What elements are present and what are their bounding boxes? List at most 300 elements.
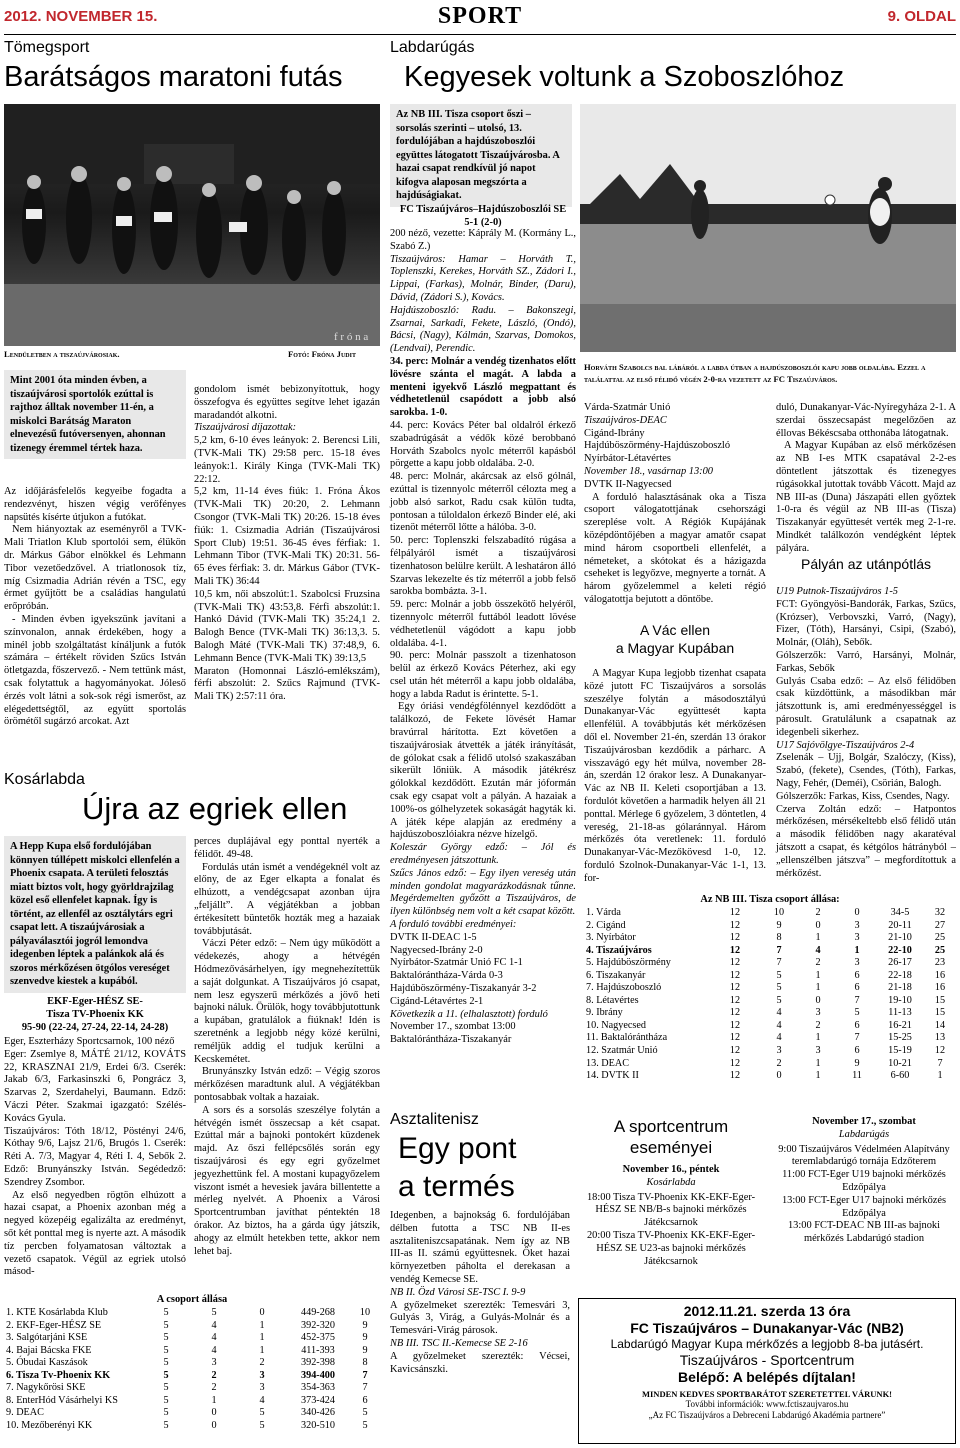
- table-row: [584, 970, 956, 983]
- paragraph: Koleszár György edző: – Jól és eredményesen játszottunk.: [390, 842, 576, 867]
- paragraph: Egy óriási vendégfölénnyel kezdődött a találkozó, de Fekete lövését Hamar bravúrral hárította. Ezt követően a tiszaújvárosiak átvették a játék irányítását, de gólokat csak a félidő utolsó szakaszában sikerült lőniük. A második játékrész gólokkal kezdődött. Ezután már jóformán csak egy csapat volt a pályán. A hazaiak a 100%-os gólhelyzetek sokaságát hagyták ki. A játék képe alapján az eredmény a hajdúszoboszlóiakra nézve hízelgő.: [390, 701, 576, 841]
- paragraph: 59. perc: Molnár a jobb összekötő helyéről, tizennyolc méterről futtából leadott lövése védhetetlenül vágódott a kapu jobb oldalába. 4-1.: [390, 599, 576, 649]
- nb3-table-title: Az NB III. Tisza csoport állása:: [700, 894, 840, 905]
- paragraph: Szűcs János edző: – Egy ilyen vereség után minden gondolat magyarázkodásnak tűnne. Megérdemelten győzött a Tiszaújváros, de ilyen különbség nem volt a két csapat között.: [390, 867, 576, 918]
- stat-cell: 394-400: [301, 1369, 335, 1381]
- paragraph: Gólszerzők: Varró, Harsányi, Molnár, Farkas, Sebők: [776, 649, 956, 674]
- basketball-table-title: A csoport állása: [156, 1294, 228, 1305]
- stat-cell: 9: [776, 919, 782, 931]
- paragraph: Eger, Eszterházy Sportcsarnok, 100 néző: [4, 1036, 175, 1047]
- basketball-match-title: [4, 996, 186, 1034]
- stat-cell: 12: [729, 907, 741, 918]
- stat-cell: 25: [934, 932, 946, 944]
- stat-cell: 3: [854, 957, 860, 969]
- stat-cell: 392-398: [301, 1357, 335, 1369]
- stat-cell: 1: [815, 982, 821, 994]
- stat-cell: 452-375: [301, 1332, 335, 1344]
- team-cell: 9. Ibrány: [586, 1007, 623, 1019]
- stat-cell: 10: [359, 1307, 371, 1318]
- stat-cell: 7: [776, 944, 782, 956]
- stat-cell: 2: [259, 1357, 265, 1369]
- table-row: [584, 945, 956, 958]
- table-row: [584, 1070, 956, 1083]
- promo-invite: MINDEN KEDVES SPORTBARÁTOT SZERETETTEL VÁRUNK!: [641, 1388, 893, 1399]
- event-category: Kosárlabda: [646, 1176, 696, 1188]
- fixture-line: Nyírbátor-Létavértes: [584, 453, 671, 465]
- stat-cell: 22-18: [888, 969, 912, 981]
- result-line: Nyírbátor-Szatmár Unió FC 1-1: [390, 957, 523, 969]
- event-item: 13:00 FCT-DEAC NB III-as bajnoki mérkőzés Labdarúgó stadion: [787, 1220, 940, 1245]
- team-cell: 8. Létavértes: [586, 994, 639, 1006]
- paragraph: 10,5 km, női abszolút:1. Szabolcsi Fruzsina (TVK-Mali TK) 43:53,8. Férfi abszolút:1. Hankó Dávid (TVK-Mali TK) 35:24,1 2. Balogh Bence (TVK-Mali TK) 36:13,3. 5. Balogh Máté (TVK-Mali TK) 37:48,9, 6. Lehmann Bence (TVK-Mali TK) 39:13,5: [194, 588, 380, 664]
- paragraph: duló, Dunakanyar-Vác-Nyíregyháza 2-1. A szerdai összecsapást megelőzően az éllovas Békéscsaba otthonába látogatnak.: [776, 402, 956, 439]
- stat-cell: 0: [211, 1419, 217, 1431]
- basketball-col2: [194, 836, 380, 1258]
- stat-cell: 5: [163, 1382, 169, 1394]
- stat-cell: 12: [729, 932, 741, 944]
- paragraph: Váczi Péter edző: – Nem úgy működött a védekezés, ahogy a hétvégén Hódmezővásárhelyen, így megnehezítettük a saját dolgunkat. A Tiszaújváros jó csapat, nem lesz egyszerű mérkőzés a jövő heti bajnoki náluk. Örülök, hogy továbbjutottunk a kupában, gratulálok a fiúknak! Idén is szeretnénk a legjobb négy közé kerülni, reméljük addig el tudjuk kerülni a Kecskemétet.: [194, 938, 380, 1065]
- paragraph: Hajdúszoboszló: Radu. – Bakonszegi, Zsarnai, Sarkadi, Fekete, László, (Ondó), Bácsi, (Nagy), Kálmán, Szarvas, Domokos, (Lendvai), Perendic.: [390, 304, 576, 355]
- team-cell: 5. Óbudai Kaszások: [6, 1357, 88, 1369]
- stat-cell: 9: [362, 1319, 368, 1331]
- result-line: Következik a 11. (elhalasztott) forduló: [390, 1008, 548, 1020]
- marathon-caption: Lendületben a tiszaújvárosiak.: [4, 349, 120, 359]
- paragraph: Czerva Zoltán edző: – Hatpontos mérkőzésen, mérsékeltebb első félidő után a második félidőben nagy akaratéval játszott a csapat, és kétgólos hátrányból – „ellenszélben játszva” – megfordítottuk a mérkőzést.: [776, 803, 956, 879]
- vac-subtitle: A Vác ellen a Magyar Kupában: [615, 622, 735, 656]
- football-action-image: [580, 104, 956, 352]
- team-cell: 2. Cigánd: [586, 919, 626, 931]
- event-day: November 17., szombat: [812, 1116, 916, 1127]
- stat-cell: 12: [729, 994, 741, 1006]
- tabletennis-headline: [398, 1130, 516, 1205]
- team-cell: 10. Mezőberényi KK: [6, 1419, 93, 1431]
- stat-cell: 3: [854, 932, 860, 944]
- promo-website: További információk: www.fctiszaujvaros.hu: [685, 1399, 849, 1410]
- paragraph: 44. perc: Kovács Péter bal oldalról érkező szabadrúgását a védők közé berobbanó Horváth Szabolcs nyolc méterről kapásból pörgette a kapu jobb oldalába. 2-0.: [390, 419, 576, 470]
- stat-cell: 22-10: [888, 944, 912, 956]
- stat-cell: 0: [259, 1307, 265, 1318]
- stat-cell: 10-21: [888, 1057, 912, 1069]
- paragraph: A sors és a sorsolás szeszélye folytán a hétvégén ismét összecsap a két csapat. Ezúttal már a bajnoki pontokért küzdenek majd. Az őszi fellépcsőlés során egy tiszaújvárosi és egy egri győzelmet jegyezhettünk fel. A mostani kupagyőzelem viszont ismét a hevesiek javára billentette a mérleg nyelvét. A Phoenix a Városi Sportcentrumban javíthat péntektén 18 órakor. Az biztos, ha a gárda úgy játszik, ahogy az elmúlt hetekben tette, akkor nem lehet baj.: [194, 1104, 380, 1257]
- stat-cell: 25: [934, 944, 946, 956]
- football-photo: [580, 104, 956, 352]
- football-col3: [776, 402, 956, 556]
- runners-image: [4, 104, 380, 346]
- paragraph: 5,2 km, 6-10 éves leányok: 2. Berencsi Lili, (TVK-Mali TK) 29:58 perc. 15-18 éves leányok:1. Király Kinga (TVK-Mali TK) 22:12.: [194, 435, 380, 485]
- stat-cell: 5: [163, 1407, 169, 1419]
- team-cell: 8. EnterHód Vásárhelyi KS: [6, 1394, 118, 1406]
- football-headline: Kegyesek voltunk a Szoboszlóhoz: [404, 61, 845, 93]
- page-header: [4, 2, 956, 32]
- table-row: [584, 907, 956, 920]
- stat-cell: 0: [815, 994, 821, 1006]
- promo-entry: Belépő: A belépés díjtalan!: [678, 1369, 856, 1386]
- stat-cell: 2: [211, 1382, 217, 1394]
- paragraph: 5,2 km, 11-14 éves fiúk: 1. Fróna Ákos (TVK-Mali TK) 20:20, 2. Lehmann Csongor (TVK-Mali TK) 20:26. 15-18 éves fiúk: 1. Csizmadia Adrián (Tiszaújvárosi Sport Club) 19:51. 36-45 éves férfiak: 1. Lehmann Tibor (TVK-Mali TK) 20:31. 56-65 éves férfiak: 3. dr. Márkus Gábor (TVK-Mali TK) 36:44: [194, 486, 380, 587]
- stat-cell: 320-510: [301, 1419, 335, 1431]
- issue-date: 2012. NOVEMBER 15.: [4, 8, 158, 25]
- stat-cell: 21-10: [888, 932, 912, 944]
- team-cell: 12. Szatmár Unió: [586, 1045, 658, 1057]
- stat-cell: 5: [163, 1394, 169, 1406]
- paragraph: Az első negyedben rögtön elhúzott a hazai csapat, a Phoenix azonban még a negyed közepéig egalizálta az eredményt, sőt két ponttal meg is nyerte azt. A második tíz percben folyamatosan változtak a vezető csapatok. Végül az egriek utolsó másod-: [4, 1189, 186, 1278]
- marathon-kicker: Tömegsport: [4, 39, 90, 56]
- marathon-photo: [4, 104, 380, 346]
- stat-cell: 1: [815, 969, 821, 981]
- result-line: November 17., szombat 13:00: [390, 1021, 516, 1033]
- stat-cell: 21-18: [888, 982, 912, 994]
- stat-cell: 34-5: [890, 907, 910, 918]
- stat-cell: 12: [729, 1057, 741, 1069]
- stat-cell: 373-424: [301, 1394, 335, 1406]
- paragraph: Idegenben, a bajnokság 6. fordulójában délben futotta a TSC NB II-es asztaliteniszcsapatának. Nem így az NB III-as II. számú együttesnek. Őket hazai környezetben páholta el derekasan a vendég Kemecse SE.: [390, 1210, 570, 1285]
- paragraph: Tiszaújváros: Hamar – Horváth T., Toplenszki, Kerekes, Horváth SZ., Zádori I., Lippai, (Farkas), Molnár, Binder, (Daru), Dávid, (Zádori S.), Kovács.: [390, 253, 576, 303]
- table-row: [584, 1058, 956, 1071]
- paragraph: 90. perc: Molnár passzolt a tizenhatoson belül az érkező Kovács Péterhez, aki egy csel után hét méterről a kapu jobb oldalába, hogy a labda Radut is érintette. 5-1.: [390, 650, 576, 700]
- paragraph: Gólszerzők: Farkas, Kiss, Csendes, Nagy.: [776, 790, 950, 802]
- stat-cell: 13: [934, 1032, 946, 1044]
- stat-cell: 3: [776, 1045, 782, 1057]
- stat-cell: 3: [815, 1045, 821, 1057]
- table-row: [4, 1345, 380, 1358]
- result-line: Nagyecsed-Ibrány 2-0: [390, 944, 483, 956]
- stat-cell: 0: [815, 919, 821, 931]
- events-title: [578, 1116, 764, 1159]
- stat-cell: 4: [211, 1344, 217, 1356]
- paragraph: 200 néző, vezette: Káprály M. (Kormány L., Szabó Z.): [390, 228, 576, 252]
- stat-cell: 340-426: [301, 1407, 335, 1419]
- stat-cell: 5: [259, 1407, 265, 1419]
- table-row: [584, 995, 956, 1008]
- paragraph: perces duplájával egy ponttal nyerték a félidőt. 49-48.: [194, 836, 380, 860]
- stat-cell: 3: [259, 1369, 265, 1381]
- stat-cell: 0: [211, 1407, 217, 1419]
- youth-body: [776, 586, 956, 880]
- match-score: 5-1 (2-0): [464, 216, 502, 228]
- stat-cell: 5: [854, 1007, 860, 1019]
- stat-cell: 7: [362, 1382, 368, 1394]
- stat-cell: 4: [776, 1019, 782, 1031]
- team-cell: 14. DVTK II: [586, 1070, 639, 1082]
- stat-cell: 12: [729, 969, 741, 981]
- table-row: [4, 1420, 380, 1433]
- stat-cell: 5: [163, 1419, 169, 1431]
- title-line: A sportcentrum: [613, 1117, 729, 1136]
- stat-cell: 1: [211, 1394, 217, 1406]
- section-title: SPORT: [437, 3, 523, 29]
- team-cell: 13. DEAC: [586, 1057, 630, 1069]
- result-line: Hajdúböszörmény-Tiszakanyár 3-2: [390, 983, 537, 995]
- stat-cell: 1: [815, 1057, 821, 1069]
- event-item: 20:00 Tisza TV-Phoenix KK-EKF-Eger-HÉSZ SE U23-as bajnoki mérkőzés Játékcsarnok: [586, 1229, 756, 1267]
- stat-cell: 9: [362, 1344, 368, 1356]
- table-row: [584, 957, 956, 970]
- team-cell: 3. Nyírbátor: [586, 932, 636, 944]
- headline-line: Egy pont: [398, 1132, 517, 1165]
- paragraph: Maraton (Homonnai László-emlékszám), férfi abszolút: 2. Szűcs Rajmund (TVK-Mali TK) 2:57:11 óra.: [194, 665, 380, 703]
- basketball-lead: A Hepp Kupa első fordulójában könnyen túllépett miskolci ellenfelén a Phoenix csapata. A területi felosztás miatt biztos volt, hogy györldrajzilag közel eső ellenfelet kapnak. Így is történt, az ellenfél az osztálytárs egri csapat lett. A tiszaújvárosiak a pályaválasztói jogról lemondva idegenben léptek a palánkok alá és szoros mérkőzésen ötgólos vereséget szenvedve kiestek a kupából.: [4, 836, 186, 993]
- paragraph: A győzelmeket szerezték: Temesvári 3, Gulyás 3, Virág, a Gulyás-Molnár és a Temesvári-Virág párosok.: [390, 1299, 570, 1337]
- fixture-line: Tiszaújváros-DEAC: [584, 414, 667, 426]
- stat-cell: 7: [937, 1057, 943, 1069]
- result-line: Baktalórántháza-Tiszakanyár: [390, 1034, 512, 1046]
- fixture-line: November 18., vasárnap 13:00: [584, 465, 714, 477]
- paragraph: U17 Sajóvölgye-Tiszaújváros 2-4: [776, 739, 915, 751]
- paragraph: Eger: Zsemlye 8, MÁTÉ 21/12, KOVÁTS 22, KRASZNAI 21/9, Erdei 6/3. Cserék: Jakab 6/3, Farkasinszki 6, Pongrácz 3, Szarvas 2, Szerdahelyi, Baumann. Edző: Váczi Péter. Szakmai igazgató: Szélés-Kovács Gyula.: [4, 1048, 186, 1124]
- stat-cell: 7: [854, 1032, 860, 1044]
- youth-subtitle: Pályán az utánpótlás: [801, 556, 931, 572]
- stat-cell: 5: [362, 1407, 368, 1419]
- paragraph: FCT: Gyöngyösi-Bandorák, Farkas, Szűcs, (Krózser), Verbovszki, Varró, (Nagy), Fizer, (Tóth), Harsányi, Csipi, (Szabó), Molnár, (Oláh), Sebők.: [776, 598, 956, 649]
- stat-cell: 6: [854, 982, 860, 994]
- stat-cell: 1: [259, 1319, 265, 1331]
- stat-cell: 12: [934, 1045, 946, 1057]
- stat-cell: 4: [776, 1032, 782, 1044]
- football-lead: Az NB III. Tisza csoport őszi – sorsolás szerinti – utolsó, 13. fordulójában a hajdúszoboszlói együttes látogatott Tiszaújvárosba. A hazai csapat rendkívül jó napot kifogva alaposan megszórta a hajdúságiakat.: [390, 104, 572, 207]
- stat-cell: 3: [211, 1357, 217, 1369]
- results-heading: Tiszaújvárosi díjazottak:: [194, 422, 297, 434]
- basketball-col1: [4, 1036, 186, 1279]
- stat-cell: 16: [934, 982, 946, 994]
- team-cell: 7. Hajdúszoboszló: [586, 982, 662, 994]
- paragraph: Zselenák – Ujj, Bolgár, Szalóczy, (Kiss), Szabó, (fekete), Csendes, (Tóth), Farkas, Nagy, Fehér, (Deméi), Csörián, Balogh.: [776, 752, 956, 789]
- headline-line: a termés: [398, 1169, 515, 1203]
- stat-cell: 5: [163, 1307, 169, 1318]
- stat-cell: 449-268: [301, 1307, 335, 1318]
- promo-date: 2012.11.21. szerda 13 óra: [683, 1303, 851, 1319]
- paragraph: Nem hiányoztak az eseményről a TVK-Mali Triatlon Klub sportolói sem, élükön dr. Márkus Gábor elnökkel és Lehmann Tibor vezetőedzővel. A triatlonosok tíz, míg Csizmadia Adrián révén a TSC, egy érmet gyűjtött be a családias hangulatú erőpróbán.: [4, 524, 186, 613]
- paragraph: A Magyar Kupa legjobb tizenhat csapata közé jutott FC Tiszaújváros a sorsolás szeszélye folytán a másodosztályú Dunakanyar-Vác együttesét kapta ellenfélül. A továbbjutás két mérkőzésen dől el. November 21-én, szerdán 13 órakor Tiszaújvárosban kezdődik a párharc. A visszavágó egy hét múlva, november 28-án, szerdán 12 órakor lesz. A Dunakanyar-Vác az NB II. Keleti csoportjában a 13. fordulót követően a harmadik helyen áll 21 ponttal. Mérlege 6 győzelem, 3 döntetlen, 4 vereség, 21-18-as gólaránnyal. Három mérkőzés óta veretlenek: 11. forduló Dunakanyar-Vác-Mezőkövesd 1-0, 12. forduló Szolnok-Dunakanyar-Vác 1-1, 13. for-: [584, 668, 766, 884]
- stat-cell: 15: [934, 994, 946, 1006]
- promo-description: Labdarúgó Magyar Kupa mérkőzés a legjobb 8-ba jutásért.: [610, 1337, 924, 1352]
- team-cell: 1. KTE Kosárlabda Klub: [6, 1307, 108, 1318]
- paragraph: Az időjárásfelelős kegyeibe fogadta a rendezvényt, hiszen végig verőfényes napsütés kísérte útjukon a futókat.: [4, 486, 186, 523]
- stat-cell: 15-19: [888, 1045, 912, 1057]
- stat-cell: 4: [211, 1332, 217, 1344]
- stat-cell: 3: [259, 1382, 265, 1394]
- stat-cell: 1: [815, 1070, 821, 1082]
- paragraph: A győzelmeket szerezték: Vécsei, Kavicsánszki.: [390, 1350, 570, 1375]
- tabletennis-body: [390, 1210, 570, 1376]
- paragraph: Fordulás után ismét a vendégeknél volt az előny, de az Eger elkapta a fonalat és elhúzott, a vendégcsapat azonban újra „feljállt”. A végjátékban a jobban értékesített büntetők hozták meg a hazaiak továbbjutását.: [194, 861, 380, 937]
- stat-cell: 5: [163, 1332, 169, 1344]
- stat-cell: 2: [211, 1369, 217, 1381]
- event-item: 13:00 FCT-Eger U17 bajnoki mérkőzés Edzőpálya: [781, 1194, 947, 1219]
- stat-cell: 5: [163, 1344, 169, 1356]
- table-row: [4, 1370, 380, 1383]
- football-match-title: [390, 204, 576, 230]
- paragraph: A Magyar Kupában az első mérkőzésen az NB I-es MTK csapatával 2-2-es döntetlent játszottak és tizenegyes rúgásokkal jutottak tovább Vácott. Majd az NB III-as (Duna) Jászapáti ellen győztek 1-0-ra és végül az NB III-as (Tisza) Tiszakanyár együttesét verték meg 2-1-re. Mindkét találkozón vendégként léptek pályára.: [776, 440, 956, 554]
- paragraph: 34. perc: Molnár a vendég tizenhatos előtt lövésre szánta el magát. A labda a menteni igyekvő László megpattant és védhetetlenül csapódott a jobb alsó sarokba. 1-0.: [390, 355, 576, 419]
- table-row: [584, 982, 956, 995]
- stat-cell: 2: [815, 957, 821, 969]
- page-number: 9. OLDAL: [887, 8, 956, 25]
- cup-match-promo: [578, 1298, 956, 1444]
- stat-cell: 354-363: [301, 1382, 335, 1394]
- stat-cell: 15-25: [888, 1032, 912, 1044]
- stat-cell: 7: [776, 957, 782, 969]
- stat-cell: 5: [776, 982, 782, 994]
- table-row: [584, 1045, 956, 1058]
- stat-cell: 5: [163, 1357, 169, 1369]
- marathon-lead: Mint 2001 óta minden évben, a tiszaújvárosi sportolók ezúttal is rajthoz álltak november 11-én, a miskolci Barátság Maraton elnevezésű futóversenyen, ahonnan tizenegy éremmel tértek haza.: [4, 370, 186, 459]
- result-line: Baktalórántháza-Várda 0-3: [390, 970, 503, 982]
- football-caption: Horváth Szabolcs bal lábáról a labda útban a hajdúszoboszlói kapu jobb oldalába. Ezzel a találattal az első félidő végén 2-0-ra vezetett az FC Tiszaújváros.: [584, 362, 926, 384]
- title-line: eseményei: [629, 1138, 713, 1158]
- table-row: [584, 1007, 956, 1020]
- stat-cell: 411-393: [301, 1344, 335, 1356]
- basketball-standings-table: [4, 1307, 380, 1432]
- stat-cell: 9: [854, 1057, 860, 1069]
- stat-cell: 392-320: [301, 1319, 335, 1331]
- event-item: 18:00 Tisza TV-Phoenix KK-EKF-Eger-HÉSZ SE NB/B-s bajnoki mérkőzés Játékcsarnok: [586, 1191, 756, 1229]
- stat-cell: 0: [854, 907, 860, 918]
- stat-cell: 9: [362, 1332, 368, 1344]
- team-cell: 5. Hajdúböszörmény: [586, 957, 671, 969]
- stat-cell: 26-17: [888, 957, 912, 969]
- fixture-line: Hajdúböszörmény-Hajdúszoboszló: [584, 440, 731, 452]
- nb3-standings-table: [584, 907, 956, 1083]
- table-row: [4, 1332, 380, 1345]
- team-cell: 10. Nagyecsed: [586, 1019, 646, 1031]
- vac-body: [584, 668, 766, 886]
- paragraph: NB III. TSC II.-Kemecse SE 2-16: [390, 1337, 528, 1349]
- paragraph: 48. perc: Molnár, akárcsak az első gólnál, ezúttal is tizennyolc méterről célozta meg a jobb alsó sarkot, Radu csak külön tudta, pontosan a túloldalon érkező Binder elé, aki tizenöt méterről lőtte a hálóba. 3-0.: [390, 471, 576, 534]
- stat-cell: 5: [776, 994, 782, 1006]
- tabletennis-kicker: Asztalitenisz: [390, 1111, 479, 1128]
- stat-cell: 1: [259, 1332, 265, 1344]
- paragraph: NB II. Özd Városi SE-TSC I. 9-9: [390, 1286, 526, 1298]
- paragraph: 50. perc: Toplenszki felszabadító rúgása a félpályáról ismét a tiszaújvárosi tizenhatoson belülre került. A leshatáron álló Szarvas lekezelte és tíz méterről a jobb felső sarokba bombázta. 3-1.: [390, 535, 576, 598]
- stat-cell: 6-60: [890, 1070, 910, 1082]
- match-score: 95-90 (22-24, 27-24, 22-14, 24-28): [21, 1021, 169, 1033]
- stat-cell: 12: [729, 919, 741, 931]
- stat-cell: 19-10: [888, 994, 912, 1006]
- team-cell: 6. Tisza Tv-Phoenix KK: [6, 1369, 111, 1381]
- stat-cell: 1: [259, 1344, 265, 1356]
- stat-cell: 6: [854, 1019, 860, 1031]
- stat-cell: 4: [776, 1007, 782, 1019]
- stat-cell: 8: [776, 932, 782, 944]
- photo-watermark: f r ó n a: [334, 331, 369, 343]
- stat-cell: 5: [362, 1419, 368, 1431]
- fixture-line: Cigánd-Ibrány: [584, 427, 645, 439]
- team-line: EKF-Eger-HÉSZ SE-: [47, 996, 143, 1007]
- table-row: [584, 920, 956, 933]
- stat-cell: 27: [934, 919, 946, 931]
- stat-cell: 20-11: [888, 919, 912, 931]
- stat-cell: 12: [729, 1032, 741, 1044]
- result-line: Cigánd-Létavértes 2-1: [390, 995, 484, 1007]
- stat-cell: 6: [362, 1394, 368, 1406]
- event-item: 11:00 FCT-Eger U19 bajnoki mérkőzés Edzőpálya: [782, 1169, 946, 1193]
- stat-cell: 1: [937, 1070, 943, 1082]
- stat-cell: 3: [854, 919, 860, 931]
- stat-cell: 2: [815, 1019, 821, 1031]
- table-row: [4, 1395, 380, 1408]
- team-cell: 1. Várda: [586, 907, 621, 918]
- team-line: Tisza TV-Phoenix KK: [46, 1008, 144, 1020]
- stat-cell: 12: [729, 982, 741, 994]
- stat-cell: 6: [854, 969, 860, 981]
- stat-cell: 10: [773, 907, 785, 918]
- promo-partner: „Az FC Tiszaújváros a Debreceni Labdarúgó Akadémia partnere”: [648, 1410, 886, 1421]
- paragraph: Tiszaújváros: Tóth 18/12, Pöstényi 24/6, Kóthay 9/6, Lajsz 21/6, Brugós 1. Cserék: Réti A. 7/3, Magyar 4, Réti I. 4, Sebők 2. Edző: Brunyánszky István. Segédedző: Szendrey Zsombor.: [4, 1125, 186, 1188]
- stat-cell: 32: [934, 907, 946, 918]
- events-saturday: [772, 1116, 956, 1246]
- marathon-photo-credit: Fotó: Fróna Judit: [288, 349, 356, 359]
- paragraph: - Minden évben igyekszünk javítani a színvonalon, annak érdekében, hogy a minél jobb szolgáltatást kínáljunk a futók számára – értékelt röviden Szűcs István ötletgazda, főszervező. - Nem tettünk mást, csak folytattuk a hagyományokat. Jóleső érzés volt látni a sok-sok régi ismerőst, az elégedettségtől, az együtt sportolás örömétől sugárzó arcokat. Azt: [4, 613, 186, 728]
- stat-cell: 2: [776, 1057, 782, 1069]
- table-row: [584, 1032, 956, 1045]
- football-col2: [584, 402, 766, 607]
- team-cell: 9. DEAC: [6, 1407, 44, 1419]
- stat-cell: 2: [815, 907, 821, 918]
- stat-cell: 0: [776, 1070, 782, 1082]
- paragraph: U19 Putnok-Tiszaújváros 1-5: [776, 586, 898, 597]
- stat-cell: 12: [729, 1045, 741, 1057]
- events-friday: [578, 1164, 764, 1268]
- header-rule: [4, 34, 956, 35]
- stat-cell: 11-13: [888, 1007, 912, 1019]
- fixture-line: DVTK II-Nagyecsed: [584, 478, 672, 490]
- stat-cell: 1: [815, 1032, 821, 1044]
- stat-cell: 5: [211, 1307, 217, 1318]
- stat-cell: 1: [854, 944, 860, 956]
- stat-cell: 11: [852, 1070, 862, 1082]
- table-row: [4, 1407, 380, 1420]
- team-cell: 4. Bajai Bácska FKE: [6, 1344, 92, 1356]
- team-cell: 11. Baktalórántháza: [586, 1032, 668, 1044]
- table-row: [4, 1320, 380, 1333]
- paragraph: A forduló további eredményei:: [390, 919, 517, 931]
- table-row: [584, 1020, 956, 1033]
- table-row: [4, 1307, 380, 1320]
- stat-cell: 1: [815, 932, 821, 944]
- stat-cell: 3: [815, 1007, 821, 1019]
- stat-cell: 5: [259, 1419, 265, 1431]
- stat-cell: 5: [163, 1369, 169, 1381]
- team-cell: 6. Tiszakanyár: [586, 969, 646, 981]
- stat-cell: 12: [729, 1019, 741, 1031]
- table-row: [4, 1357, 380, 1370]
- event-category: Labdarúgás: [838, 1128, 890, 1140]
- basketball-headline: Újra az egriek ellen: [82, 791, 348, 826]
- stat-cell: 4: [259, 1394, 265, 1406]
- paragraph: Brunyánszky István edző: – Végig szoros mérkőzésen maradtunk alul. A végjátékban pontosabbak voltak a hazaiak.: [194, 1066, 380, 1103]
- marathon-col1: [4, 486, 186, 729]
- team-cell: 3. Salgótarjáni KSE: [6, 1332, 88, 1344]
- event-item: 9:00 Tiszaújváros Védelméen Alapítvány teremlabdarúgó tornája Edzőterem: [778, 1143, 950, 1168]
- fixture-line: Várda-Szatmár Unió: [584, 402, 671, 413]
- team-cell: 7. Nagykőrösi SKE: [6, 1382, 86, 1394]
- stat-cell: 8: [362, 1357, 368, 1369]
- table-row: [4, 1382, 380, 1395]
- promo-venue: Tiszaújváros - Sportcentrum: [679, 1352, 855, 1369]
- marathon-col2: [194, 384, 380, 704]
- team-line: FC Tiszaújváros–Hajdúszoboszlói SE: [399, 204, 567, 215]
- marathon-headline: Barátságos maratoni futás: [4, 61, 343, 93]
- football-col1: [390, 228, 576, 1047]
- team-cell: 4. Tiszaújváros: [586, 944, 652, 956]
- stat-cell: 7: [854, 994, 860, 1006]
- stat-cell: 6: [854, 1045, 860, 1057]
- stat-cell: 12: [729, 957, 741, 969]
- promo-match: FC Tiszaújváros – Dunakanyar-Vác (NB2): [630, 1320, 904, 1337]
- basketball-kicker: Kosárlabda: [4, 771, 85, 788]
- stat-cell: 16: [934, 969, 946, 981]
- paragraph: A forduló halasztásának oka a Tisza csoport válogatottjának csehországi szereplése volt. A Régiók Kupájának középdöntőjében a magyar amatőr csapat mind három csoportbeli ellenfelét, a németeket, a skótokat és a házigazda cseheket is legyőzve, megnyerte a tornát. A három győzelemmel a keleti régió válogatottja bejutott a döntőbe.: [584, 491, 766, 605]
